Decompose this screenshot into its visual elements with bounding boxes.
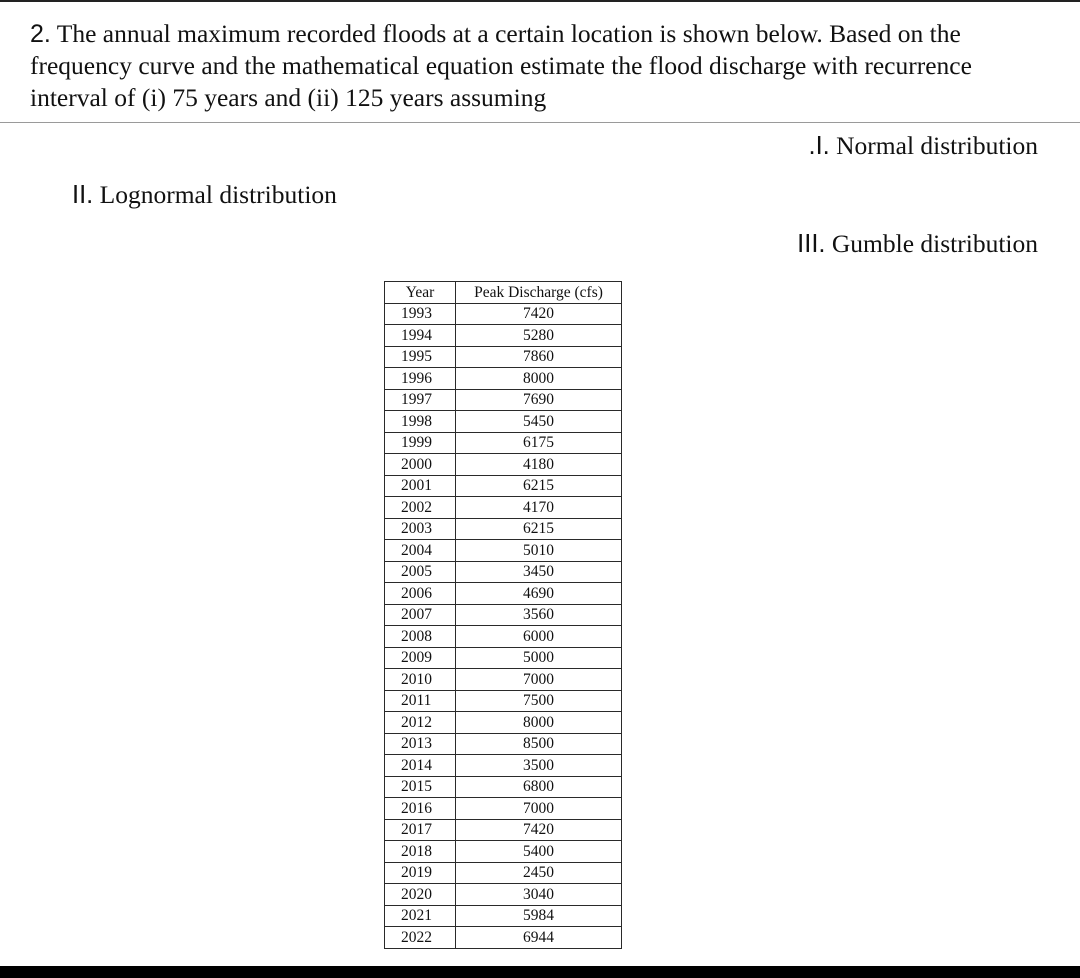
cell-year: 2009 — [385, 647, 456, 669]
table-row — [385, 841, 622, 863]
cell-year: 1996 — [385, 368, 456, 390]
cell-year: 2022 — [385, 927, 456, 949]
cell-peak-discharge: 7420 — [456, 303, 622, 325]
table-row — [385, 540, 622, 562]
table-row — [385, 475, 622, 497]
cell-peak-discharge: 5984 — [456, 905, 622, 927]
cell-year: 2011 — [385, 690, 456, 712]
cell-peak-discharge: 5450 — [456, 411, 622, 433]
option-numeral: III. — [797, 230, 826, 258]
cell-peak-discharge: 3500 — [456, 755, 622, 777]
cell-year: 2006 — [385, 583, 456, 605]
cell-peak-discharge: 7690 — [456, 389, 622, 411]
cell-peak-discharge: 8000 — [456, 368, 622, 390]
cell-peak-discharge: 2450 — [456, 862, 622, 884]
cell-peak-discharge: 8500 — [456, 733, 622, 755]
cell-year: 1999 — [385, 432, 456, 454]
table-row — [385, 518, 622, 540]
cell-peak-discharge: 7000 — [456, 669, 622, 691]
cell-year: 2018 — [385, 841, 456, 863]
cell-peak-discharge: 8000 — [456, 712, 622, 734]
cell-year: 2015 — [385, 776, 456, 798]
table-row — [385, 389, 622, 411]
column-header-peak-discharge: Peak Discharge (cfs) — [456, 282, 622, 304]
cell-year: 2017 — [385, 819, 456, 841]
table-row — [385, 669, 622, 691]
table-row — [385, 583, 622, 605]
option-lognormal-distribution — [72, 180, 337, 210]
cell-year: 2000 — [385, 454, 456, 476]
flood-data-table — [384, 281, 622, 949]
table-row — [385, 626, 622, 648]
table-row — [385, 325, 622, 347]
cell-year: 2016 — [385, 798, 456, 820]
table-row — [385, 755, 622, 777]
cell-year: 2001 — [385, 475, 456, 497]
cell-year: 2007 — [385, 604, 456, 626]
cell-peak-discharge: 6000 — [456, 626, 622, 648]
table-row — [385, 346, 622, 368]
option-prefix: . — [808, 132, 816, 160]
cell-year: 2012 — [385, 712, 456, 734]
table-row — [385, 819, 622, 841]
cell-year: 1993 — [385, 303, 456, 325]
cell-peak-discharge: 7000 — [456, 798, 622, 820]
question-number: 2. — [30, 20, 51, 48]
cell-year: 2013 — [385, 733, 456, 755]
question-text — [30, 18, 1050, 114]
question-body: The annual maximum recorded floods at a certain location is shown below. Based on the frequency curve and the mathematical equation estimate the flood discharge with recurrence interval of (i) 75 years and (ii) 125 years assuming — [30, 19, 972, 112]
table-row — [385, 604, 622, 626]
table-body — [385, 303, 622, 948]
top-rule — [0, 0, 1080, 2]
table-row — [385, 690, 622, 712]
table-row — [385, 712, 622, 734]
table-row — [385, 497, 622, 519]
bottom-bar — [0, 966, 1080, 978]
cell-peak-discharge: 4690 — [456, 583, 622, 605]
cell-year: 2003 — [385, 518, 456, 540]
cell-peak-discharge: 6215 — [456, 475, 622, 497]
table-row — [385, 927, 622, 949]
table-header-row — [385, 282, 622, 304]
cell-year: 1994 — [385, 325, 456, 347]
table-row — [385, 432, 622, 454]
table-row — [385, 647, 622, 669]
cell-peak-discharge: 6215 — [456, 518, 622, 540]
table-row — [385, 411, 622, 433]
cell-peak-discharge: 7500 — [456, 690, 622, 712]
cell-peak-discharge: 5280 — [456, 325, 622, 347]
cell-year: 2008 — [385, 626, 456, 648]
cell-year: 1998 — [385, 411, 456, 433]
table-row — [385, 776, 622, 798]
table-row — [385, 884, 622, 906]
cell-peak-discharge: 3450 — [456, 561, 622, 583]
table-row — [385, 454, 622, 476]
cell-year: 2002 — [385, 497, 456, 519]
cell-year: 2005 — [385, 561, 456, 583]
divider — [0, 122, 1080, 123]
table-row — [385, 303, 622, 325]
cell-peak-discharge: 7420 — [456, 819, 622, 841]
option-label: Normal distribution — [836, 131, 1038, 160]
cell-year: 1995 — [385, 346, 456, 368]
table-row — [385, 368, 622, 390]
cell-peak-discharge: 5400 — [456, 841, 622, 863]
cell-peak-discharge: 6944 — [456, 927, 622, 949]
cell-peak-discharge: 5010 — [456, 540, 622, 562]
option-numeral: II. — [72, 181, 94, 209]
cell-year: 2020 — [385, 884, 456, 906]
cell-peak-discharge: 3040 — [456, 884, 622, 906]
option-normal-distribution — [809, 131, 1039, 161]
table-row — [385, 798, 622, 820]
cell-year: 2021 — [385, 905, 456, 927]
cell-peak-discharge: 6175 — [456, 432, 622, 454]
cell-peak-discharge: 5000 — [456, 647, 622, 669]
option-numeral: I. — [815, 132, 830, 160]
column-header-year: Year — [385, 282, 456, 304]
cell-peak-discharge: 4180 — [456, 454, 622, 476]
option-label: Gumble distribution — [831, 229, 1038, 258]
table-row — [385, 905, 622, 927]
cell-year: 2014 — [385, 755, 456, 777]
cell-year: 2004 — [385, 540, 456, 562]
option-label: Lognormal distribution — [99, 180, 337, 209]
table-row — [385, 733, 622, 755]
cell-peak-discharge: 7860 — [456, 346, 622, 368]
table-row — [385, 561, 622, 583]
cell-year: 1997 — [385, 389, 456, 411]
option-gumble-distribution — [797, 229, 1038, 259]
cell-year: 2019 — [385, 862, 456, 884]
table-row — [385, 862, 622, 884]
cell-peak-discharge: 3560 — [456, 604, 622, 626]
cell-peak-discharge: 4170 — [456, 497, 622, 519]
cell-peak-discharge: 6800 — [456, 776, 622, 798]
cell-year: 2010 — [385, 669, 456, 691]
